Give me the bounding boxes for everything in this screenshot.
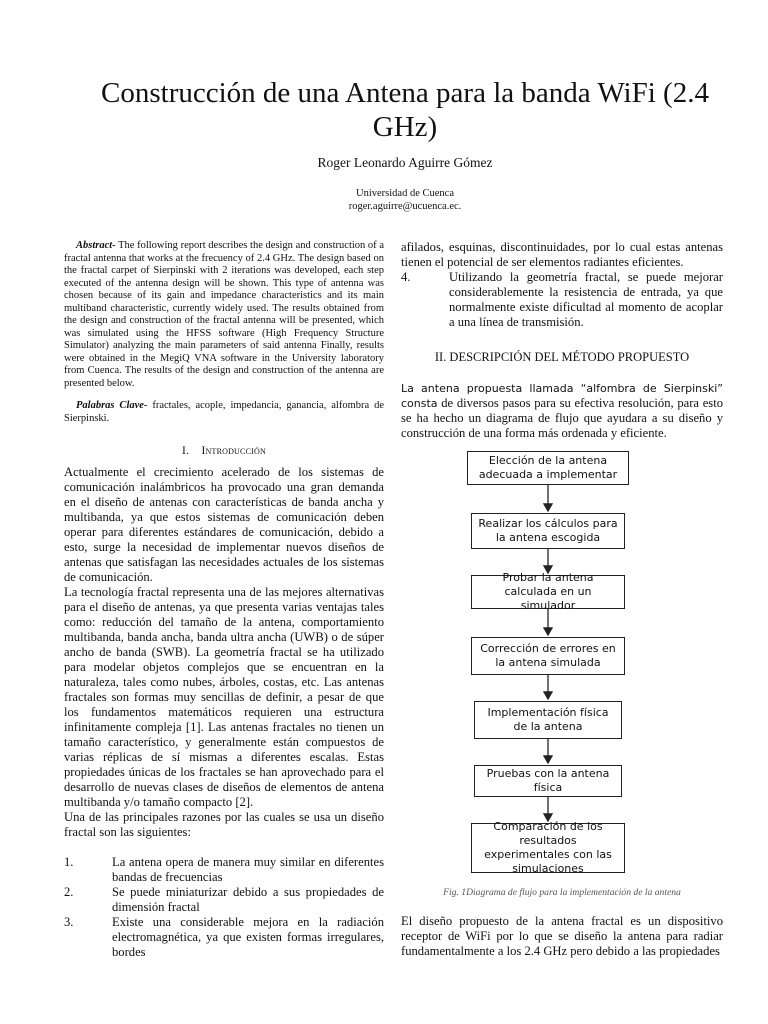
design-paragraph: El diseño propuesto de la antena fractal es un dispositivo receptor de WiFi por lo que se diseño la antena para radiar fundamentalmente a los 2.4 GHz pero debido a las propiedades [401,914,723,958]
author-email: roger.aguirre@ucuenca.ec. [348,201,462,212]
intro-paragraph-2: La tecnología fractal representa una de las mejores alternativas para el diseño de antenas, ya que presenta varias ventajas tales como: reducción del tamaño de la antena, comportamiento multibanda, banda ancha, banda ultra ancha (UWB) o de súper ancho de banda (SWB). La geometría fractal se ha utilizado para modelar objetos complejos que se encuentran en la naturaleza, tales como nubes, árboles, costas, etc. Las antenas fractales son formas muy sencillas de definir, a pesar de que los fundamentos matemáticos requieren una estructura infinitamente compleja [1]. Las antenas fractales no tienen un tamaño característico, y generalmente están compuestos de varias réplicas de sí mismas a diferentes escalas. Estas propiedades únicas de los fractales se han aprovechado para el desarrollo de nuevas clases de diseños de elementos de antena multibanda y/o tamaño compacto [2]. [64,585,384,809]
method-paragraph [401,381,723,441]
section-numeral: I. [182,445,190,457]
abstract-text: The following report describes the design and construction of a fractal antenna that works at the frecuency of 2.4 GHz. The design based on the fractal carpet of Sierpinski with 2 iterations was developed, each step executed of the antenna design will be shown. This type of antenna was chosen because of its gain and impedance characteristics and its main multiband characteristic, currently widely used. The results obtained from the design and construction of the fractal antenna will be presented, which was simulated using the HFSS software (High Frequency Structure Simulator) analyzing the main parameters of said antenna Finally, results were obtained in the MegiQ VNA software in the University laboratory from Cuenca. The results of the design and construction of the antenna are presented below. [64,240,384,389]
flowchart [401,451,723,881]
list-text: Se puede miniaturizar debido a sus propiedades de dimensión fractal [112,885,384,914]
figure-caption: Fig. 1Diagrama de flujo para la implementación de la antena [443,887,681,898]
section-title-cap: I [201,445,206,457]
list-number: 2. [64,885,74,899]
left-column [64,240,384,960]
flow-step-7: Comparación de los resultados experimentales con las simulaciones [471,823,625,873]
list-number: 3. [64,915,74,929]
list-text: Utilizando la geometría fractal, se puede mejorar considerablemente la resistencia de entrada, ya que normalmente existe dificultad al momento de acoplar a una línea de transmisión. [449,270,723,329]
method-rest: de diversos pasos para su efectiva resolución, para esto se ha hecho un diagrama de flujo que ayudara a su diseño y construcción de una forma más ordenada y eficiente. [401,396,723,440]
flow-step-5: Implementación física de la antena [474,701,622,739]
flow-step-2: Realizar los cálculos para la antena escogida [471,513,625,549]
abstract [64,240,384,390]
flow-step-3: Probar la antena calculada en un simulador [471,575,625,609]
list-text: Existe una considerable mejora en la radiación electromagnética, ya que existen formas irregulares, bordes [112,915,384,959]
section-heading-introduccion [64,444,384,459]
right-column [401,240,723,959]
flow-step-4: Corrección de errores en la antena simulada [471,637,625,675]
affiliation-block [90,187,720,213]
list-continuation: afilados, esquinas, discontinuidades, por lo cual estas antenas tienen el potencial de ser elementos radiantes eficientes. [401,240,723,269]
keywords-label: Palabras Clave- [76,400,148,411]
list-item [401,270,723,330]
abstract-label: Abstract- [76,240,116,251]
section-title-rest: ntroducción [205,445,266,457]
list-item [64,915,384,960]
author-name: Roger Leonardo Aguirre Gómez [317,155,493,170]
keywords [64,400,384,425]
university: Universidad de Cuenca [356,188,454,199]
intro-paragraph-3: Una de las principales razones por las cuales se usa un diseño fractal son las siguientes: [64,810,384,839]
list-number: 1. [64,855,74,869]
section-heading-metodo: II. DESCRIPCIÓN DEL MÉTODO PROPUESTO [434,350,690,364]
list-text: La antena opera de manera muy similar en diferentes bandas de frecuencias [112,855,384,884]
list-number: 4. [401,270,411,284]
list-item [64,855,384,885]
paper-title: Construcción de una Antena para la banda WiFi (2.4 GHz) [101,77,709,143]
method-lead: La antena propuesta llamada “alfombra de Sierpinski” consta [401,382,723,410]
flow-step-6: Pruebas con la antena física [474,765,622,797]
list-item [64,885,384,915]
keywords-text: fractales, acople, impedancia, ganancia, alfombra de Sierpinski. [64,400,385,424]
intro-paragraph-1: Actualmente el crecimiento acelerado de los sistemas de comunicación inalámbricos ha provocado una gran demanda en el diseño de antenas con características de banda ancha y multibanda, ya que estos sistemas de comunicación deben operar para diferentes estándares de comunicación, debido a esto, surge la necesidad de implementar nuevos diseños de antenas que satisfagan las necesidades actuales de los sistemas de comunicación. [64,465,384,584]
flow-step-1: Elección de la antena adecuada a implementar [467,451,629,485]
